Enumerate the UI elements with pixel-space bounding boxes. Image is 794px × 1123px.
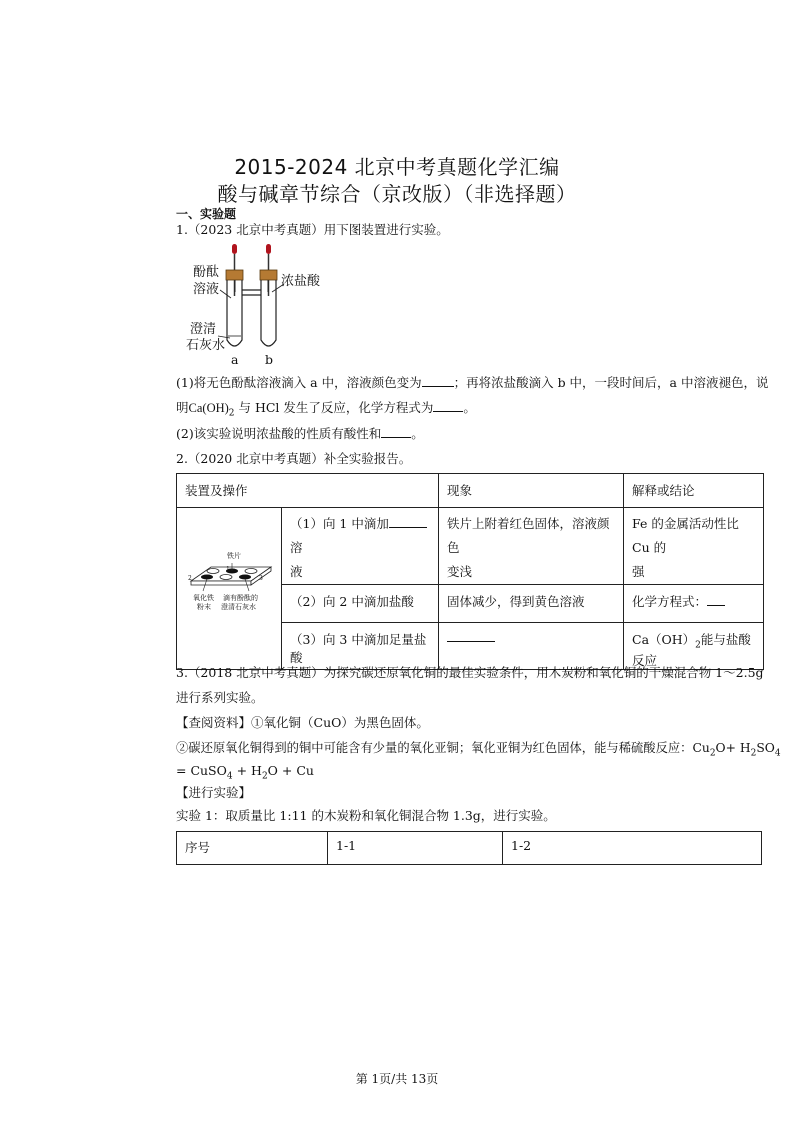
q2-row1-blank[interactable]: [389, 527, 427, 528]
q2-row3-blank[interactable]: [447, 641, 495, 642]
q2-row2-phen: 固体减少，得到黄色溶液: [439, 585, 624, 623]
q2-row1-op-c: 液: [290, 564, 303, 579]
q2-fig-label-iron: 铁片: [227, 552, 241, 561]
q2-row2-blank[interactable]: [707, 605, 725, 606]
q2-report-table: [176, 473, 764, 670]
q2-row2-op: （2）向 2 中滴加盐酸: [282, 585, 439, 623]
q3-ref3: [176, 763, 314, 785]
q2-row1-con-b: 强: [632, 564, 645, 579]
stopper-b: [260, 270, 277, 280]
q2-header-row: [177, 474, 764, 508]
q3-seq-col-1: 1-1: [328, 832, 503, 865]
q2-row1-op-a: （1）向 1 中滴加: [290, 516, 389, 531]
well-2: [201, 575, 213, 580]
fig-label-phenol-1: 酚酞: [193, 265, 220, 280]
q1-stem: 1.（2023 北京中考真题）用下图装置进行实验。: [176, 222, 449, 237]
dropper-bulb-b: [266, 244, 271, 254]
q3-ref3-sub2: 2: [261, 771, 268, 782]
page-footer: 第 1页/共 13页: [355, 1072, 439, 1086]
q2-row1-phen-b: 变浅: [447, 564, 473, 579]
q2-row2-con: [624, 585, 764, 623]
fig-label-hcl: 浓盐酸: [281, 274, 321, 289]
q2-row3-con-a: Ca（OH）: [632, 632, 696, 647]
q1-part2-line: [176, 426, 424, 442]
q2-row1-con: [624, 508, 764, 585]
q3-ref3-a: = CuSO: [176, 763, 227, 778]
q1-formula-caoh: Ca(OH): [188, 401, 229, 415]
q3-ref1: 【查阅资料】①氧化铜（CuO）为黑色固体。: [176, 715, 429, 730]
q1-part1-blank2[interactable]: [433, 411, 463, 412]
q2-stem: 2.（2020 北京中考真题）补全实验报告。: [176, 451, 412, 466]
fig-label-lime-2: 石灰水: [186, 338, 226, 353]
q1-part1-text-d: 与 HCl 发生了反应，化学方程式为: [234, 400, 434, 415]
dropper-bulb-a: [232, 244, 237, 254]
q1-part2-blank[interactable]: [381, 437, 411, 438]
q1-part1-blank1[interactable]: [422, 386, 454, 387]
q2-row1-phen: [439, 508, 624, 585]
q1-part1-end: 。: [463, 400, 476, 415]
q2-row1-phen-a: 铁片上附着红色固体，溶液颜色: [447, 516, 610, 555]
q2-fig-label-fe2o3-1: 氧化铁: [193, 594, 214, 603]
q1-part1-text-c: 明: [176, 400, 189, 415]
q1-part1-text-a: (1)将无色酚酞溶液滴入 a 中，溶液颜色变为: [176, 375, 422, 390]
fig-label-b: b: [265, 352, 274, 367]
q2-row1-op: [282, 508, 439, 585]
q3-exp1: 实验 1：取质量比 1:11 的木炭粉和氧化铜混合物 1.3g，进行实验。: [176, 808, 556, 823]
q2-header-phen: 现象: [439, 474, 624, 508]
q2-fig-label-lime-2: 澄清石灰水: [221, 603, 256, 612]
q3-stem-line1: 3.（2018 北京中考真题）为探究碳还原氧化铜的最佳实验条件，用木炭粉和氧化铜的干燥混合物 1～2.5g: [176, 665, 764, 680]
q1-part2-text: (2)该实验说明浓盐酸的性质有酸性和: [176, 426, 382, 441]
q2-row1: [177, 508, 764, 585]
fig-label-phenol-2: 溶液: [193, 282, 220, 297]
q2-row1-con-a: Fe 的金属活动性比 Cu 的: [632, 516, 739, 555]
q2-fig-label-lime-1: 滴有酚酞的: [223, 594, 258, 603]
q1-formula-sub: 2: [228, 408, 235, 419]
q2-fig-label-3: 3: [259, 575, 263, 583]
q2-row2-con-text: 化学方程式：: [632, 594, 708, 609]
q2-header-op: 装置及操作: [177, 474, 439, 508]
q3-sequence-table: [176, 831, 762, 865]
q2-row3-phen: [439, 623, 624, 670]
q2-figure-cell: [177, 508, 282, 670]
q2-row3-op: （3）向 3 中滴加足量盐酸: [282, 623, 439, 670]
q2-fig-label-2: 2: [188, 575, 192, 583]
well-3: [239, 575, 251, 580]
q3-ref2-sub3: 4: [774, 748, 781, 759]
q2-header-con: 解释或结论: [624, 474, 764, 508]
q1-part1-text-b: ；再将浓盐酸滴入 b 中，一段时间后，a 中溶液褪色，说: [453, 375, 769, 390]
q3-stem-line2: 进行系列实验。: [176, 690, 264, 705]
q1-part1-line1: [176, 375, 769, 391]
q2-fig-label-fe2o3-2: 粉末: [197, 603, 211, 612]
section-heading: 一、实验题: [176, 207, 237, 221]
q3-ref2-sub2: 2: [750, 748, 757, 759]
q3-seq-header-row: [177, 832, 762, 865]
q2-row3-con: [624, 623, 764, 670]
q1-part2-end: 。: [411, 426, 424, 441]
fig-label-lime-1: 澄清: [190, 322, 217, 337]
stopper-a: [226, 270, 243, 280]
doc-title-line2: 酸与碱章节综合（京改版）（非选择题）: [217, 182, 577, 206]
q3-ref2-b: O+ H: [715, 741, 751, 755]
fig-label-a: a: [231, 352, 239, 367]
q2-row3-con-sub: 2: [695, 640, 701, 651]
q3-ref2-sub1: 2: [709, 748, 716, 759]
q2-row3-con-b: 能与盐酸反应: [632, 632, 751, 668]
q3-ref2-a: ②碳还原氧化铜得到的铜中可能含有少量的氧化亚铜；氧化亚铜为红色固体，能与稀硫酸反应：Cu: [176, 741, 710, 755]
q3-seq-col-2: 1-2: [503, 832, 762, 865]
q1-part1-line2: [176, 400, 476, 422]
q3-seq-col-0: 序号: [177, 832, 328, 865]
doc-title-line1: 2015-2024 北京中考真题化学汇编: [234, 155, 560, 179]
q3-ref3-sub1: 4: [226, 771, 233, 782]
q3-ref2-c: SO: [756, 741, 775, 755]
q3-exp-title: 【进行实验】: [176, 785, 252, 800]
q2-fig-label-1: 1: [226, 566, 230, 574]
q3-ref3-b: + H: [232, 763, 262, 778]
q3-ref2: [176, 740, 781, 761]
q3-ref3-c: O + Cu: [267, 763, 314, 778]
q2-row1-op-b: 溶: [290, 540, 303, 555]
